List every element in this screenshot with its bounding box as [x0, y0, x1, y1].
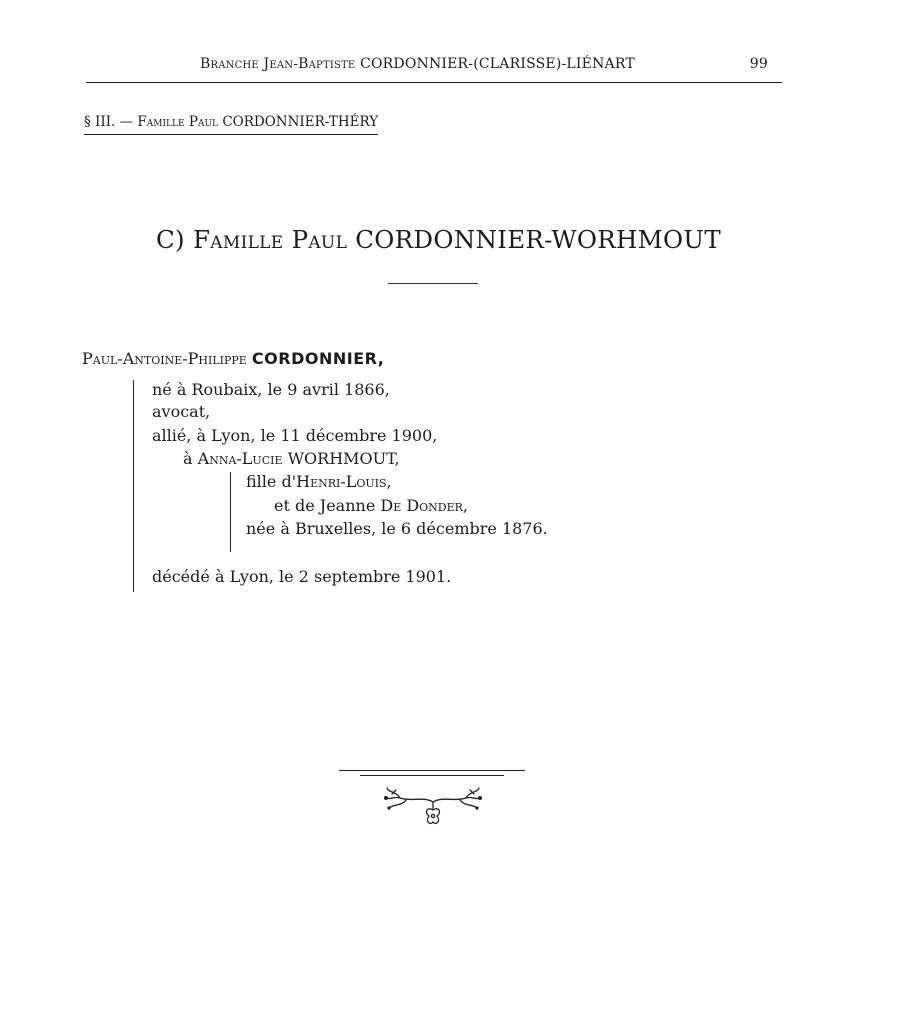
spouse-given-names: Anna-Lucie	[197, 449, 283, 468]
title-prefix: Famille Paul	[193, 225, 348, 254]
spouse-mother-line	[274, 496, 468, 515]
running-head-title	[200, 56, 635, 72]
ornament-rule-bottom	[360, 775, 504, 776]
person-given-names: Paul-Antoine-Philippe	[82, 349, 247, 368]
running-head-name: CORDONNIER-(CLARISSE)-LIÉNART	[360, 56, 635, 72]
person-surname: CORDONNIER,	[251, 349, 385, 368]
entry-bracket	[133, 380, 134, 592]
spouse-father-line	[246, 472, 392, 491]
floral-ornament-icon	[378, 782, 488, 832]
spouse-birth-line: née à Bruxelles, le 6 décembre 1876.	[246, 519, 548, 538]
spouse-father-prefix: fille d'	[246, 472, 297, 491]
page-title	[156, 225, 721, 254]
marriage-line: allié, à Lyon, le 11 décembre 1900,	[152, 426, 438, 445]
section-prefix: Famille Paul	[137, 114, 219, 130]
spouse-surname: WORHMOUT,	[287, 449, 400, 468]
birth-line: né à Roubaix, le 9 avril 1866,	[152, 380, 390, 399]
running-head-prefix: Branche Jean-Baptiste	[200, 56, 356, 72]
death-line: décédé à Lyon, le 2 septembre 1901.	[152, 567, 452, 586]
spouse-mother-name: De Donder,	[380, 496, 469, 515]
section-heading	[84, 114, 378, 135]
person-name	[82, 349, 384, 368]
spouse-line	[183, 449, 400, 468]
title-rule	[388, 283, 478, 284]
spouse-father-name: Henri-Louis,	[296, 472, 392, 491]
section-label: § III. —	[84, 114, 134, 130]
page-number: 99	[749, 56, 768, 72]
spouse-mother-prefix: et de Jeanne	[274, 496, 376, 515]
profession-line: avocat,	[152, 402, 211, 421]
running-head-rule	[86, 82, 782, 83]
ornament-rule-top	[339, 770, 525, 771]
spouse-bracket	[230, 472, 231, 552]
title-name: CORDONNIER-WORHMOUT	[355, 225, 722, 254]
section-name: CORDONNIER-THÉRY	[222, 114, 379, 130]
spouse-prefix: à	[183, 449, 193, 468]
title-letter: C)	[156, 225, 185, 254]
